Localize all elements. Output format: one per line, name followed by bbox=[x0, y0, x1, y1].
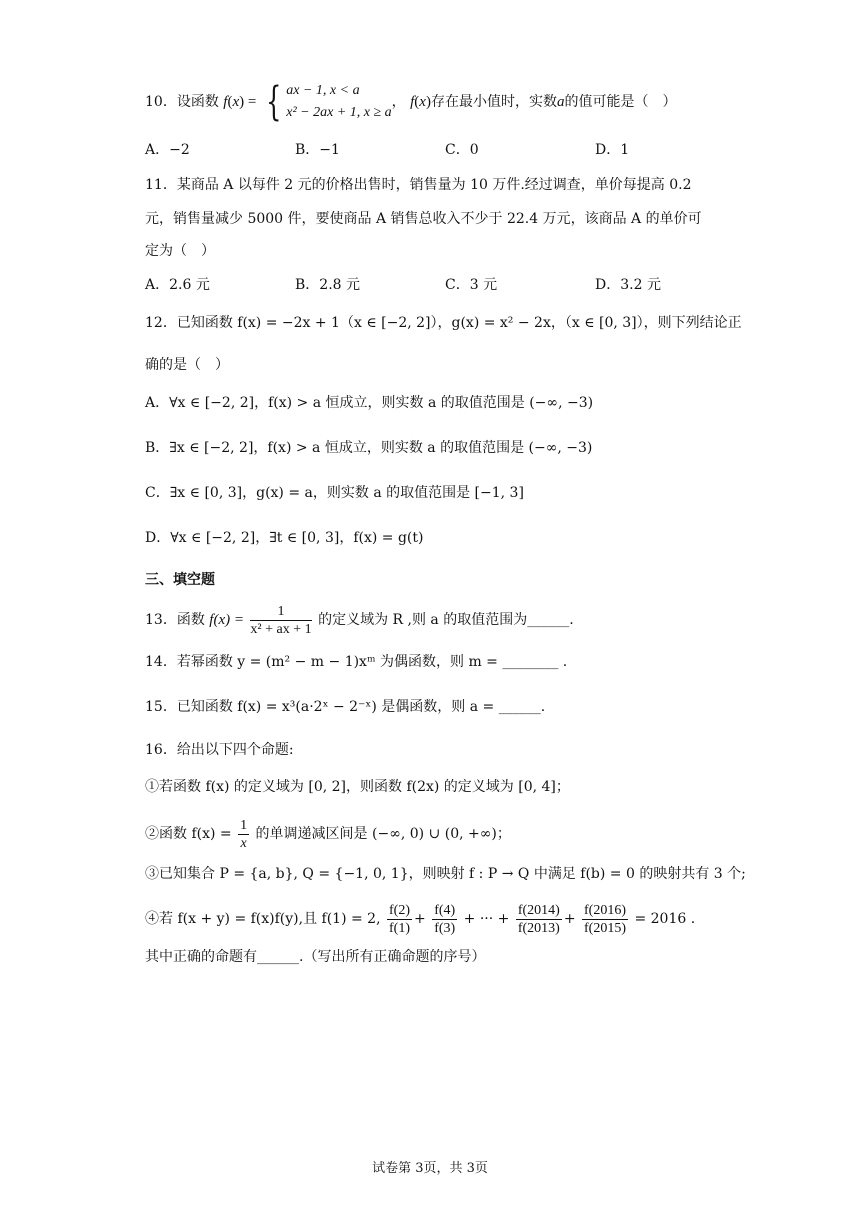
q13-fraction bbox=[250, 603, 311, 638]
q10-option-c: C．0 bbox=[445, 142, 479, 158]
q12-option-d: D．∀x ∈ [−2, 2]，∃t ∈ [0, 3]，f(x) = g(t) bbox=[145, 530, 424, 546]
section-title-fill-in: 三、填空题 bbox=[145, 572, 215, 588]
q13-number: 13．函数 bbox=[145, 612, 205, 628]
q12-line-1: 12．已知函数 f(x) = −2x + 1（x ∈ [−2, 2]），g(x) = x² − 2x，（x ∈ [0, 3]），则下列结论正 bbox=[145, 315, 742, 331]
q16-proposition-2 bbox=[145, 814, 511, 854]
q11-line-3: 定为（ ） bbox=[145, 243, 215, 259]
q10-case-1: ax − 1, x < a bbox=[286, 83, 360, 98]
q11-option-b: B．2.8 元 bbox=[295, 277, 361, 293]
q16-p4-dots: + ··· + bbox=[463, 911, 510, 927]
q16-p2-fraction bbox=[238, 817, 249, 852]
q16-p4-frac-3: $\frac{f(2014)}{f(2013)}$ bbox=[517, 902, 560, 936]
q10-case-2: x² − 2ax + 1, x ≥ a bbox=[286, 105, 392, 120]
q12-option-a: A．∀x ∈ [−2, 2]，f(x) > a 恒成立，则实数 a 的取值范围是 (−∞, −3) bbox=[145, 395, 594, 411]
q11-option-c: C．3 元 bbox=[445, 277, 498, 293]
q10-tail2: 的值可能是（ ） bbox=[564, 94, 677, 110]
q16-p2-denominator: x bbox=[240, 835, 247, 851]
q10-piecewise bbox=[261, 80, 392, 124]
q16-proposition-4: ④若 f(x + y) = f(x)f(y),且 f(1) = 2, $\frac{f(2)}{f(1)}$ + $\frac{f(4)}{f(3)}$ + ··· + $\frac{f(2014)}{f(2013)}$ + $\frac{f(2016)}{f(2015)}$ = 2016 . bbox=[145, 902, 696, 936]
q16-line-1: 16．给出以下四个命题: bbox=[145, 742, 294, 758]
q10-number: 10． bbox=[145, 94, 177, 110]
q16-p2-lead: ②函数 f(x) = bbox=[145, 826, 232, 842]
q13-fx: f(x) = bbox=[209, 612, 244, 628]
q11-option-d: D．3.2 元 bbox=[595, 277, 661, 293]
q16-p4-frac-2: $\frac{f(4)}{f(3)}$ bbox=[434, 902, 456, 936]
q16-p4-frac-1: $\frac{f(2)}{f(1)}$ bbox=[389, 902, 410, 936]
q12-option-c: C．∃x ∈ [0, 3]，g(x) = a，则实数 a 的取值范围是 [−1, 3] bbox=[145, 485, 524, 501]
q16-p2-tail: 的单调递减区间是 (−∞, 0) ∪ (0, +∞)； bbox=[255, 826, 511, 842]
q16-last-line: 其中正确的命题有______.（写出所有正确命题的序号） bbox=[145, 949, 486, 965]
page-footer: 试卷第 3页，共 3页 bbox=[372, 1161, 488, 1176]
q12-line-2: 确的是（ ） bbox=[145, 357, 229, 373]
q14-line: 14．若幂函数 y = (m² − m − 1)xᵐ 为偶函数，则 m = ________ . bbox=[145, 654, 568, 670]
q15-line: 15．已知函数 f(x) = x³(a·2ˣ − 2⁻ˣ) 是偶函数，则 a = ______. bbox=[145, 699, 546, 715]
q12-option-b: B．∃x ∈ [−2, 2]，f(x) > a 恒成立，则实数 a 的取值范围是 (−∞, −3) bbox=[145, 440, 593, 456]
q16-p4-lead: ④若 f(x + y) = f(x)f(y),且 f(1) = 2, bbox=[145, 911, 381, 927]
q13-denominator: x² + ax + 1 bbox=[250, 621, 312, 637]
q10-fx: f bbox=[223, 94, 228, 110]
q16-proposition-3: ③已知集合 P = {a, b}, Q = {−1, 0, 1}，则映射 f : P → Q 中满足 f(b) = 0 的映射共有 3 个; bbox=[145, 866, 746, 882]
q13-line bbox=[145, 600, 574, 640]
q10-option-b: B．−1 bbox=[295, 142, 340, 158]
q13-numerator: 1 bbox=[250, 603, 311, 621]
q11-line-1: 11．某商品 A 以每件 2 元的价格出售时，销售量为 10 万件.经过调查，单价每提高 0.2 bbox=[145, 177, 692, 193]
q10-option-d: D．1 bbox=[595, 142, 630, 158]
q11-option-a: A．2.6 元 bbox=[145, 277, 210, 293]
q16-proposition-1: ①若函数 f(x) 的定义域为 [0, 2]，则函数 f(2x) 的定义域为 [0, 4]； bbox=[145, 779, 570, 795]
q11-line-2: 元，销售量减少 5000 件，要使商品 A 销售总收入不少于 22.4 万元，该商品 A 的单价可 bbox=[145, 211, 702, 227]
q13-tail: 的定义域为 R ,则 a 的取值范围为______. bbox=[318, 612, 574, 628]
q16-p4-frac-4: $\frac{f(2016)}{f(2015)}$ bbox=[584, 902, 626, 936]
q10-lead: 设函数 bbox=[176, 94, 219, 110]
q10-line: 10．设函数 f(x) = { ax − 1, x < a x² − 2ax + 1, x ≥ a ， f(x)存在最小值时，实数a的值可能是（ ） bbox=[145, 79, 677, 125]
brace-icon: { bbox=[265, 79, 282, 125]
q10-option-a: A．−2 bbox=[145, 142, 190, 158]
q16-p4-tail: = 2016 . bbox=[634, 911, 696, 927]
q16-p2-numerator: 1 bbox=[240, 817, 248, 833]
q10-tail: 存在最小值时，实数 bbox=[430, 94, 557, 110]
